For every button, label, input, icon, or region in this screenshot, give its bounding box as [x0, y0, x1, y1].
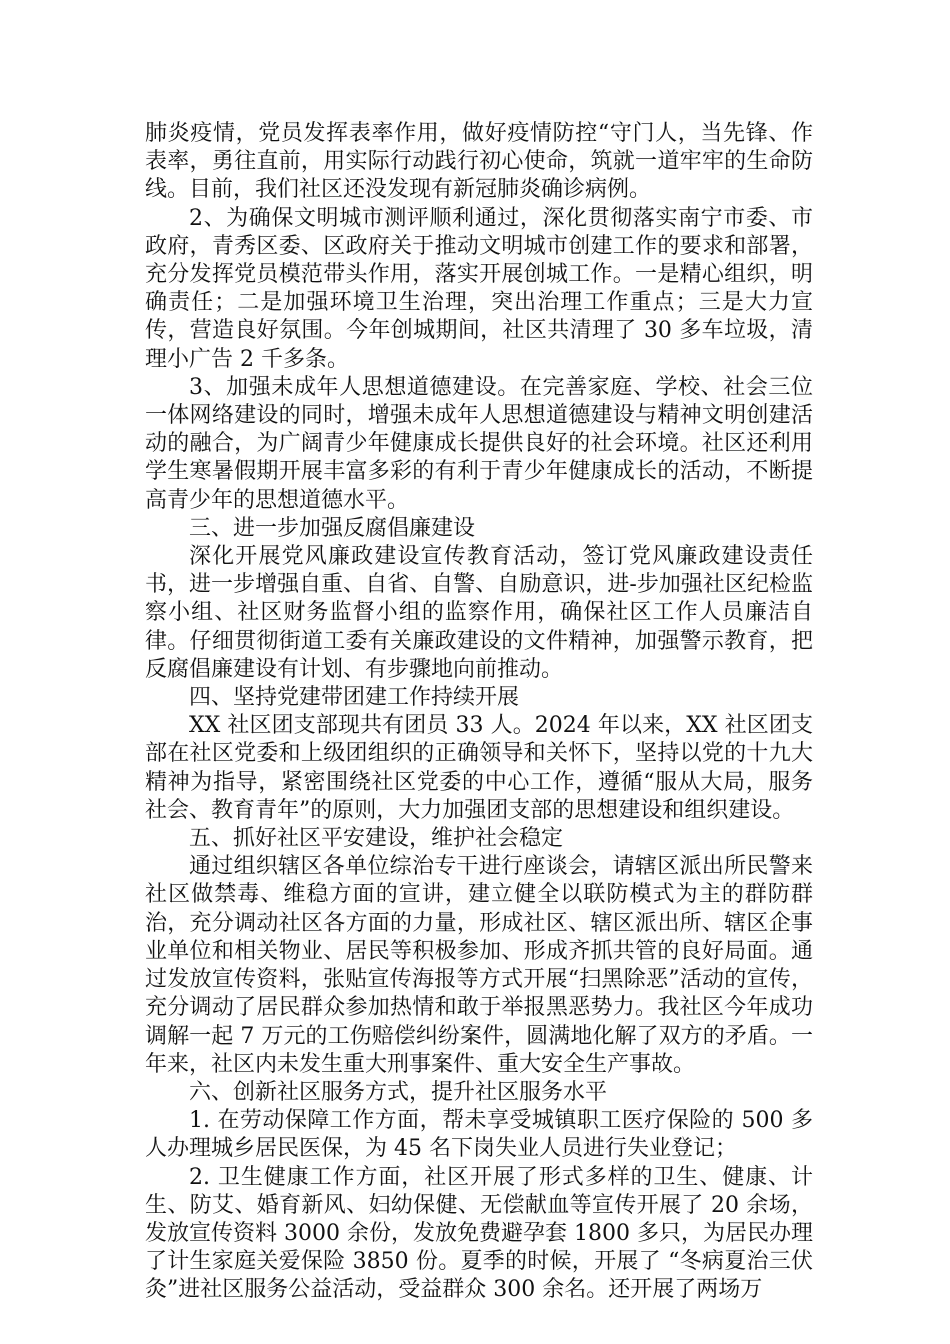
- paragraph-pandemic: 肺炎疫情，党员发挥表率作用，做好疫情防控“守门人，当先锋、作表率，勇往直前，用实际行动践行初心使命，筑就一道牢牢的生命防线。目前，我们社区还没发现有新冠肺炎确诊病例。: [145, 121, 813, 203]
- document-page: [145, 120, 813, 1305]
- paragraph-anti-corruption: 深化开展党风廉政建设宣传教育活动，签订党风廉政建设责任书，进一步增强自重、自省、自警、自励意识，进-步加强社区纪检监察小组、社区财务监督小组的监察作用，确保社区工作人员廉洁自律。仔细贯彻街道工委有关廉政建设的文件精神，加强警示教育，把反腐倡廉建设有计划、有步骤地向前推动。: [145, 544, 813, 682]
- paragraph-civilized-city: 2、为确保文明城市测评顺利通过，深化贯彻落实南宁市委、市政府，青秀区委、区政府关于推动文明城市创建工作的要求和部署，充分发挥党员模范带头作用，落实开展创城工作。一是精心组织，明确责任；二是加强环境卫生治理，突出治理工作重点；三是大力宣传，营造良好氛围。今年创城期间，社区共清理了 30 多车垃圾，清理小广告 2 千多条。: [145, 205, 813, 372]
- section-heading-community-safety: 五、抓好社区平安建设，维护社会稳定: [189, 826, 564, 852]
- paragraph-youth-league: XX 社区团支部现共有团员 33 人。2024 年以来，XX 社区团支部在社区党委和上级团组织的正确领导和关怀下，坚持以党的十九大精神为指导，紧密围绕社区党委的中心工作，遵循“服从大局，服务社会、教育青年”的原则，大力加强团支部的思想建设和组织建设。: [145, 713, 813, 823]
- section-heading-youth-league: 四、坚持党建带团建工作持续开展: [189, 685, 520, 711]
- paragraph-community-safety: 通过组织辖区各单位综治专干进行座谈会，请辖区派出所民警来社区做禁毒、维稳方面的宣讲，建立健全以联防模式为主的群防群治，充分调动社区各方面的力量，形成社区、辖区派出所、辖区企事业单位和相关物业、居民等积极参加、形成齐抓共管的良好局面。通过发放宣传资料，张贴宣传海报等方式开展“扫黑除恶”活动的宣传，充分调动了居民群众参加热情和敢于举报黑恶势力。我社区今年成功调解一起 7 万元的工伤赔偿纠纷案件，圆满地化解了双方的矛盾。一年来，社区内未发生重大刑事案件、重大安全生产事故。: [145, 854, 813, 1077]
- paragraph-minors-morality: 3、加强未成年人思想道德建设。在完善家庭、学校、社会三位一体网络建设的同时，增强未成年人思想道德建设与精神文明创建活动的融合，为广阔青少年健康成长提供良好的社会环境。社区还利用学生寒暑假期开展丰富多彩的有利于青少年健康成长的活动，不断提高青少年的思想道德水平。: [145, 374, 813, 513]
- paragraph-health-work: 2. 卫生健康工作方面，社区开展了形式多样的卫生、健康、计生、防艾、婚育新风、妇幼保健、无偿献血等宣传开展了 20 余场，发放宣传资料 3000 余份，发放免费避孕套 1800 多只，为居民办理了计生家庭关爱保险 3850 份。夏季的时候，开展了 “冬病夏治三伏灸”进社区服务公益活动，受益群众 300 余名。还开展了两场万: [145, 1164, 813, 1303]
- section-heading-anti-corruption: 三、进一步加强反腐倡廉建设: [189, 515, 476, 541]
- paragraph-labor-security: 1. 在劳动保障工作方面，帮未享受城镇职工医疗保险的 500 多人办理城乡居民医保，为 45 名下岗失业人员进行失业登记；: [145, 1108, 813, 1162]
- section-heading-community-service: 六、创新社区服务方式，提升社区服务水平: [189, 1079, 608, 1105]
